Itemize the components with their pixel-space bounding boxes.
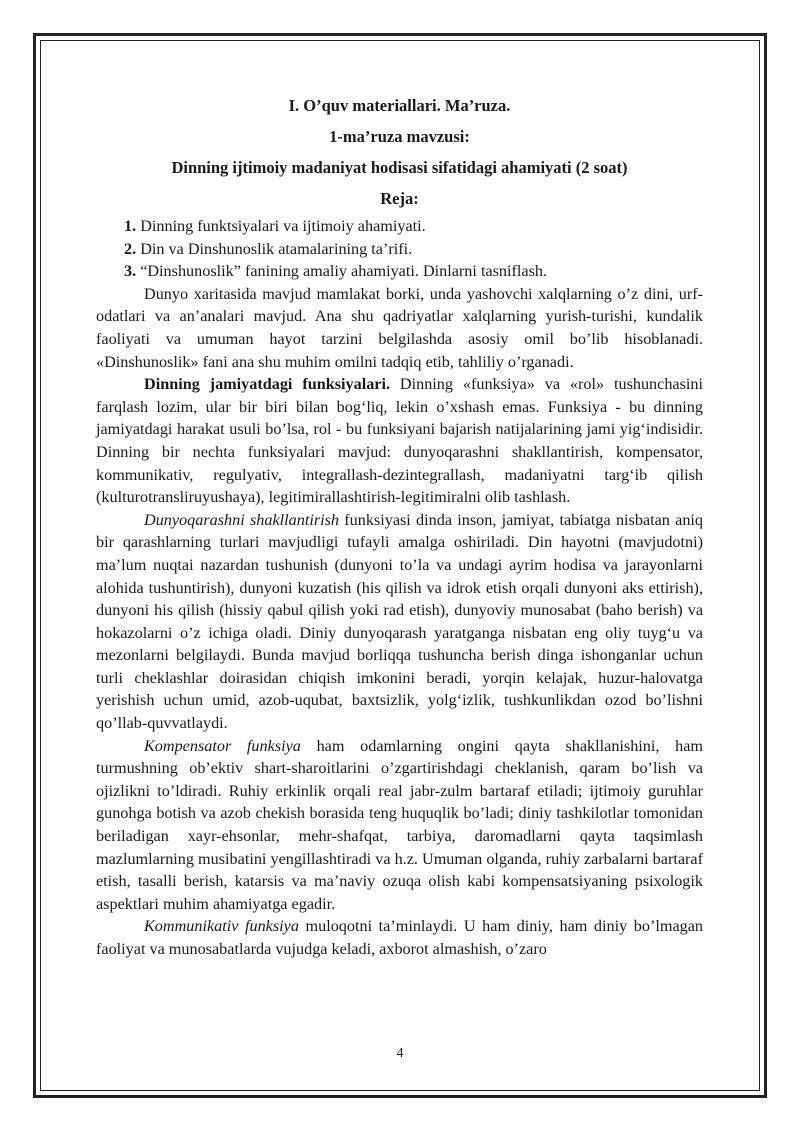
paragraph-functions: [96, 373, 703, 509]
plan-item-number: 1.: [124, 217, 137, 235]
paragraph-worldview: [96, 509, 703, 735]
paragraph-text: muloqotni ta’minlaydi. U ham diniy, ham diniy bo’lmagan faoliyat va munosabatlarda vujudga keladi, axborot almashish, o’zaro: [96, 917, 704, 958]
paragraph-lead: Kommunikativ funksiya: [144, 917, 299, 936]
plan-item-number: 3.: [124, 262, 137, 281]
paragraph-text: Dinning «funksiya» va «rol» tushunchasini farqlash lozim, ular bir biri bilan bog‘liq, lekin o’xshash emas. Funksiya - bu dinning jamiyatdagi harakat usuli bo’lsa, rol - bu funksiyani bajarish natijalarining jami yig‘indisidir. Dinning bir nechta funksiyalari mavjud: dunyoqarashni shakllantirish, kompensator, kommunikativ, regulyativ, integrallash-dezintegrallash, madaniyatni targ‘ib qilish (kulturotransliruyushaya), legitimirallashtirish-legitimiralni olib tashlash.: [96, 375, 703, 507]
plan-item-text: Din va Dinshunoslik atamalarining ta’rifi.: [140, 239, 413, 258]
plan-item-text: “Dinshunoslik” fanining amaliy ahamiyati. Dinlarni tasniflash.: [140, 262, 548, 281]
lecture-topic: Dinning ijtimoiy madaniyat hodisasi sifatidagi ahamiyati (2 soat): [171, 158, 628, 177]
paragraph-text: funksiyasi dinda inson, jamiyat, tabiatga nisbatan aniq bir qarashlarning turlari mavjudligi tufayli amalga oshiriladi. Din hayotni (mavjudotni) ma’lum nuqtai nazardan tushunish (dunyoni to’la va undagi ayrim hodisa va jarayonlarni alohida tushuntirish), dunyoni kuzatish (his qilish va idrok etish orqali dunyoni aks ettirish), dunyoni his qilish (hissiy qabul qilish yoki rad etish), dunyoviy munosabat (baho berish) va hokazolarni o’z ichiga oladi. Diniy dunyoqarash yaratganga nisbatan eng oliy tuyg‘u va mezonlarni belgilaydi. Bunda mavjud borliqqa tushuncha berish dinga ishonganlar uchun turli cheklashlar doirasidan chiqish imkonini beradi, yorqin kelajak, huzur-halovatga yerishish uchun umid, azob-uqubat, baxtsizlik, yolg‘izlik, tushkunlikdan ozod bo’lishni qo’llab-quvvatlaydi.: [96, 510, 703, 733]
paragraph-lead: Kompensator funksiya: [144, 736, 301, 755]
lecture-number: 1-ma’ruza mavzusi:: [329, 127, 470, 146]
paragraph-intro: [96, 283, 703, 373]
plan-list: [96, 215, 703, 283]
paragraph-lead: Dinning jamiyatdagi funksiyalari.: [144, 375, 391, 394]
plan-item: [96, 260, 703, 283]
paragraph-compensator: [96, 735, 703, 916]
paragraph-lead: Dunyoqarashni shakllantirish: [144, 510, 340, 529]
plan-item-number: 2.: [124, 239, 137, 258]
paragraph-text: Dunyo xaritasida mavjud mamlakat borki, unda yashovchi xalqlarning o’z dini, urf-odatlari va an’analari mavjud. Ana shu qadriyatlar xalqlarning yurish-turishi, kundalik faoliyati va umuman hayot tarzini belgilashda asosiy omil bo’lib hisoblanadi. «Dinshunoslik» fani ana shu muhim omilni tadqiq etib, tahliliy o’rganadi.: [96, 284, 703, 371]
plan-heading: Reja:: [380, 189, 419, 208]
plan-item: [96, 215, 703, 238]
section-title: I. O’quv materiallari. Ma’ruza.: [288, 96, 511, 115]
paragraph-text: ham odamlarning ongini qayta shakllanishini, ham turmushning ob’ektiv shart-sharoitlarini o’zgartirishdagi cheklanish, qaram bo’lish va ojizlikni to’ldiradi. Ruhiy erkinlik orqali real jabr-zulm bartaraf etiladi; ijtimoiy guruhlar gunohga botish va azob chekish borasida teng huquqlik bo’ladi; diniy tashkilotlar tomonidan beriladigan xayr-ehsonlar, mehr-shafqat, tarbiya, daromadlarni qayta taqsimlash mazlumlarning musibatini yengillashtiradi va h.z. Umuman olganda, ruhiy zarbalarni bartaraf etish, tasalli berish, katarsis va ma’naviy ozuqa olish kabi kompensatsiyaning psixologik aspektlari muhim ahamiyatga egadir.: [96, 736, 704, 913]
paragraph-communicative: [96, 915, 703, 960]
plan-item-text: Dinning funktsiyalari va ijtimoiy ahamiyati.: [140, 217, 426, 235]
document-page: [96, 92, 703, 961]
page-number: 4: [396, 1046, 404, 1061]
plan-item: [96, 238, 703, 261]
